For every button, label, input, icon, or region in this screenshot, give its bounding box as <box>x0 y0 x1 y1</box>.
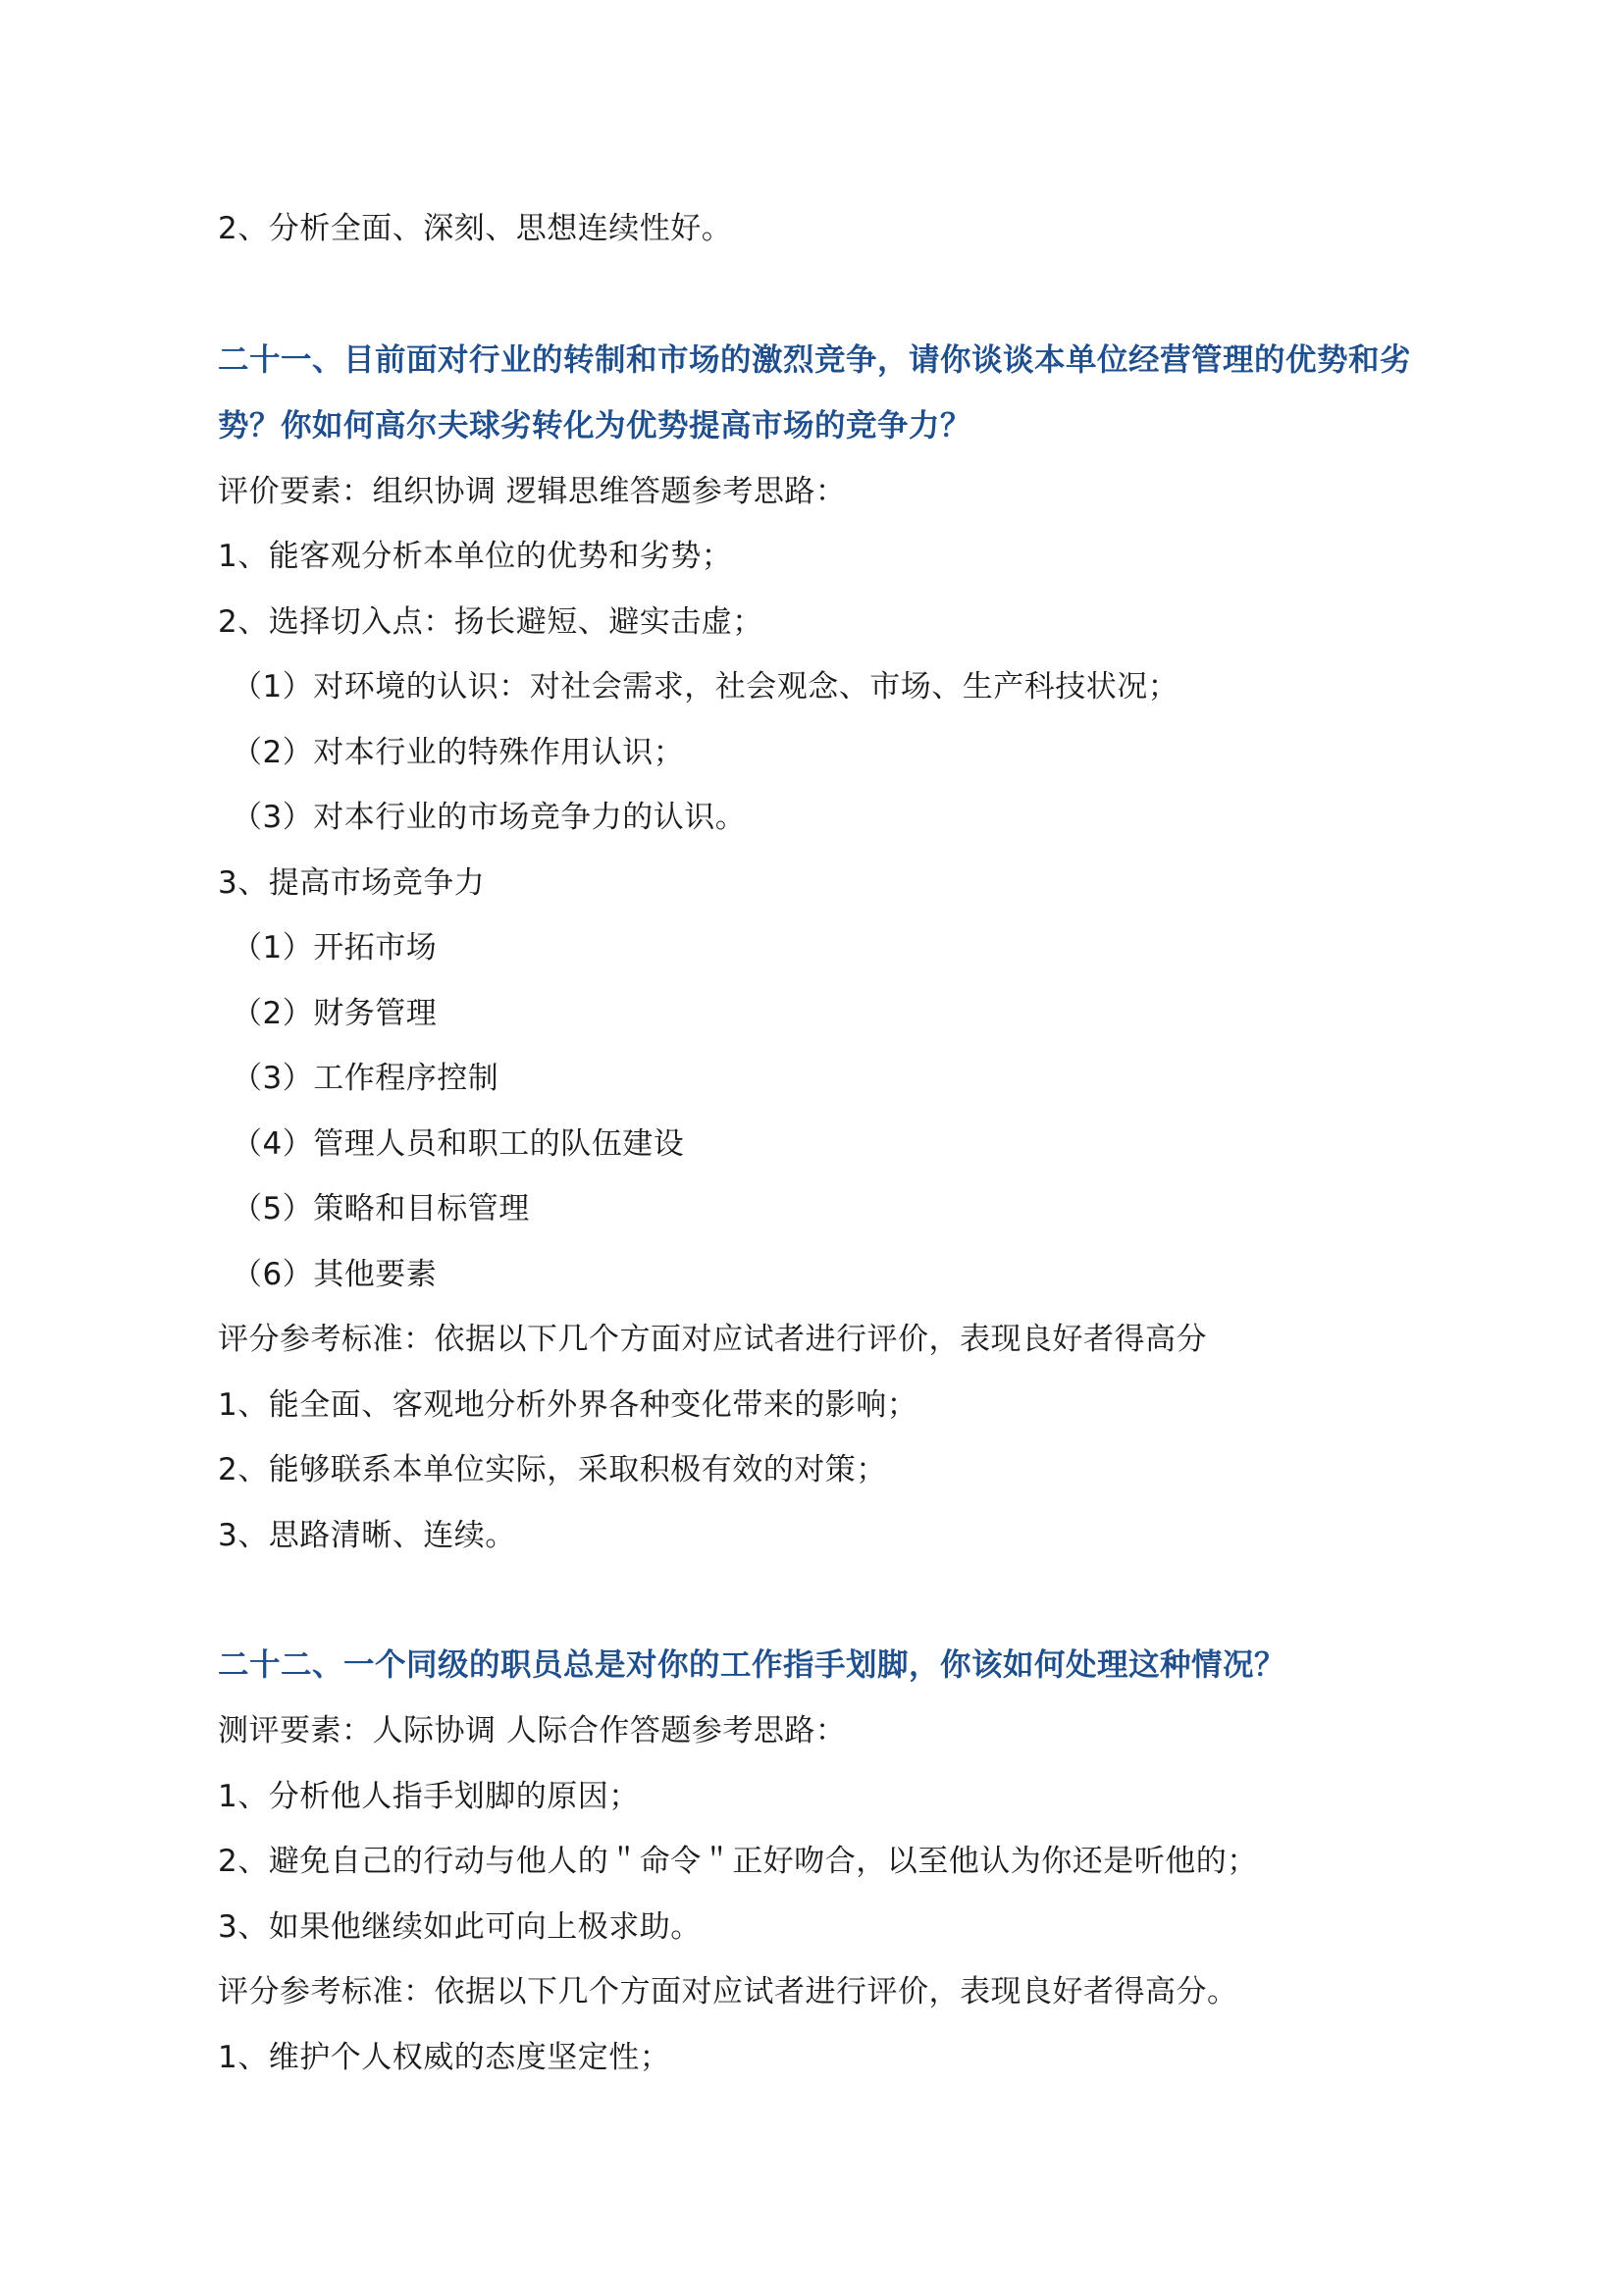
body-line: 评价要素：组织协调 逻辑思维答题参考思路： <box>218 473 847 509</box>
sub-list-item: （4）管理人员和职工的队伍建设 <box>232 1125 685 1162</box>
question-21 <box>218 328 1493 1569</box>
body-line: 2、能够联系本单位实际，采取积极有效的对策； <box>218 1452 887 1487</box>
body-line: 评分参考标准：依据以下几个方面对应试者进行评价，表现良好者得高分。 <box>218 1974 1238 2009</box>
body-line: 3、思路清晰、连续。 <box>218 1517 516 1553</box>
document-page <box>218 196 1493 2090</box>
sub-list-item: （3）工作程序控制 <box>232 1061 499 1096</box>
body-line: 1、分析他人指手划脚的原因； <box>218 1778 640 1814</box>
intro-line: 2、分析全面、深刻、思想连续性好。 <box>218 211 733 246</box>
body-line: 3、提高市场竞争力 <box>218 864 486 901</box>
body-line: 1、维护个人权威的态度坚定性； <box>218 2039 671 2075</box>
sub-list-item: （2）财务管理 <box>232 995 438 1031</box>
body-line: 1、能客观分析本单位的优势和劣势； <box>218 539 733 574</box>
question-22 <box>218 1633 1493 2090</box>
question-22-title: 二十二、一个同级的职员总是对你的工作指手划脚，你该如何处理这种情况？ <box>218 1647 1286 1683</box>
sub-list-item: （2）对本行业的特殊作用认识； <box>232 734 685 770</box>
body-line: 1、能全面、客观地分析外界各种变化带来的影响； <box>218 1386 918 1423</box>
section-gap <box>218 262 1493 328</box>
sub-list-item: （1）开拓市场 <box>232 930 438 965</box>
question-21-body <box>218 459 1493 1569</box>
body-line: 2、避免自己的行动与他人的＂命令＂正好吻合，以至他认为你还是听他的； <box>218 1844 1258 1879</box>
question-22-body <box>218 1698 1493 2090</box>
sub-list-item: （1）对环境的认识：对社会需求，社会观念、市场、生产科技状况； <box>232 669 1179 704</box>
question-21-title-line-1: 二十一、目前面对行业的转制和市场的激烈竞争，请你谈谈本单位经营管理的优势和劣 <box>218 341 1412 378</box>
sub-list-item: （5）策略和目标管理 <box>232 1191 530 1226</box>
body-line: 测评要素：人际协调 人际合作答题参考思路： <box>218 1713 847 1748</box>
sub-list-item: （6）其他要素 <box>232 1256 438 1292</box>
sub-list-item: （3）对本行业的市场竞争力的认识。 <box>232 800 747 835</box>
section-gap <box>218 1568 1493 1633</box>
question-21-title-line-2: 势？你如何高尔夫球劣转化为优势提高市场的竞争力？ <box>218 407 972 443</box>
body-line: 2、选择切入点：扬长避短、避实击虚； <box>218 603 763 640</box>
body-line: 3、如果他继续如此可向上极求助。 <box>218 1908 702 1945</box>
body-line: 评分参考标准：依据以下几个方面对应试者进行评价，表现良好者得高分 <box>218 1322 1207 1357</box>
